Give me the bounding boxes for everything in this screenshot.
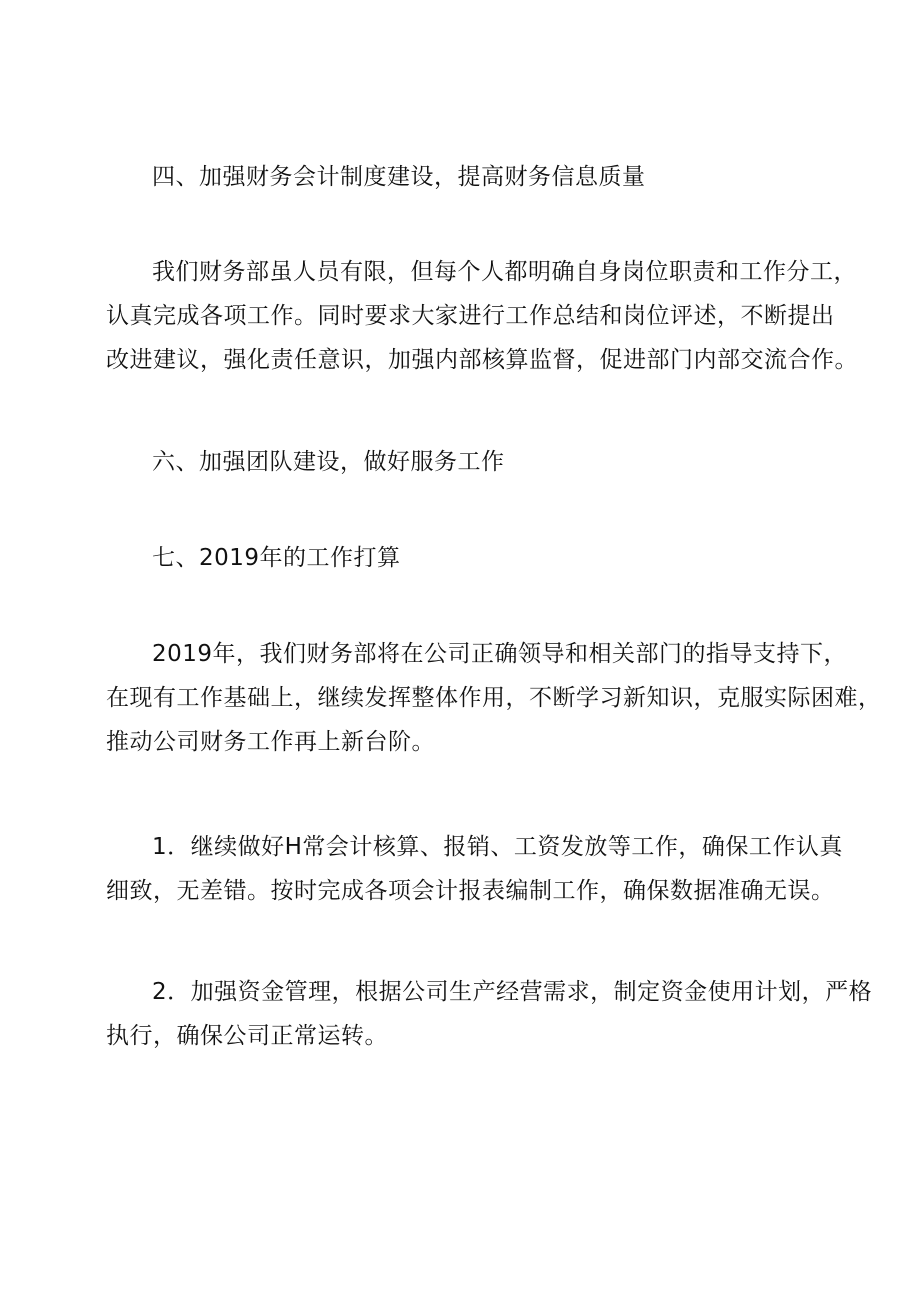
text-line: 2019年，我们财务部将在公司正确领导和相关部门的指导支持下， <box>152 641 848 667</box>
section-heading-6 <box>106 440 830 484</box>
list-item-1 <box>106 825 843 913</box>
text-line: 六、加强团队建设，做好服务工作 <box>152 449 505 475</box>
text-line: 2．加强资金管理，根据公司生产经营需求，制定资金使用计划，严格 <box>152 979 873 1005</box>
paragraph-2019-plan <box>106 632 882 764</box>
list-item-2 <box>106 970 873 1058</box>
text-line: 在现有工作基础上，继续发挥整体作用，不断学习新知识，克服实际困难， <box>106 685 882 711</box>
text-line: 细致，无差错。按时完成各项会计报表编制工作，确保数据准确无误。 <box>106 878 835 904</box>
section-heading-7 <box>106 536 830 580</box>
text-line: 推动公司财务工作再上新台阶。 <box>106 729 435 755</box>
text-line: 七、2019年的工作打算 <box>152 545 401 571</box>
text-line: 四、加强财务会计制度建设，提高财务信息质量 <box>152 164 646 190</box>
text-line: 认真完成各项工作。同时要求大家进行工作总结和岗位评述，不断提出 <box>106 303 835 329</box>
text-line: 执行，确保公司正常运转。 <box>106 1023 388 1049</box>
text-line: 改进建议，强化责任意识，加强内部核算监督，促进部门内部交流合作。 <box>106 347 858 373</box>
text-line: 我们财务部虽人员有限，但每个人都明确自身岗位职责和工作分工， <box>152 259 857 285</box>
section-heading-4 <box>106 155 830 199</box>
paragraph-staff-duties <box>106 250 858 382</box>
text-line: 1．继续做好H常会计核算、报销、工资发放等工作，确保工作认真 <box>152 834 843 860</box>
